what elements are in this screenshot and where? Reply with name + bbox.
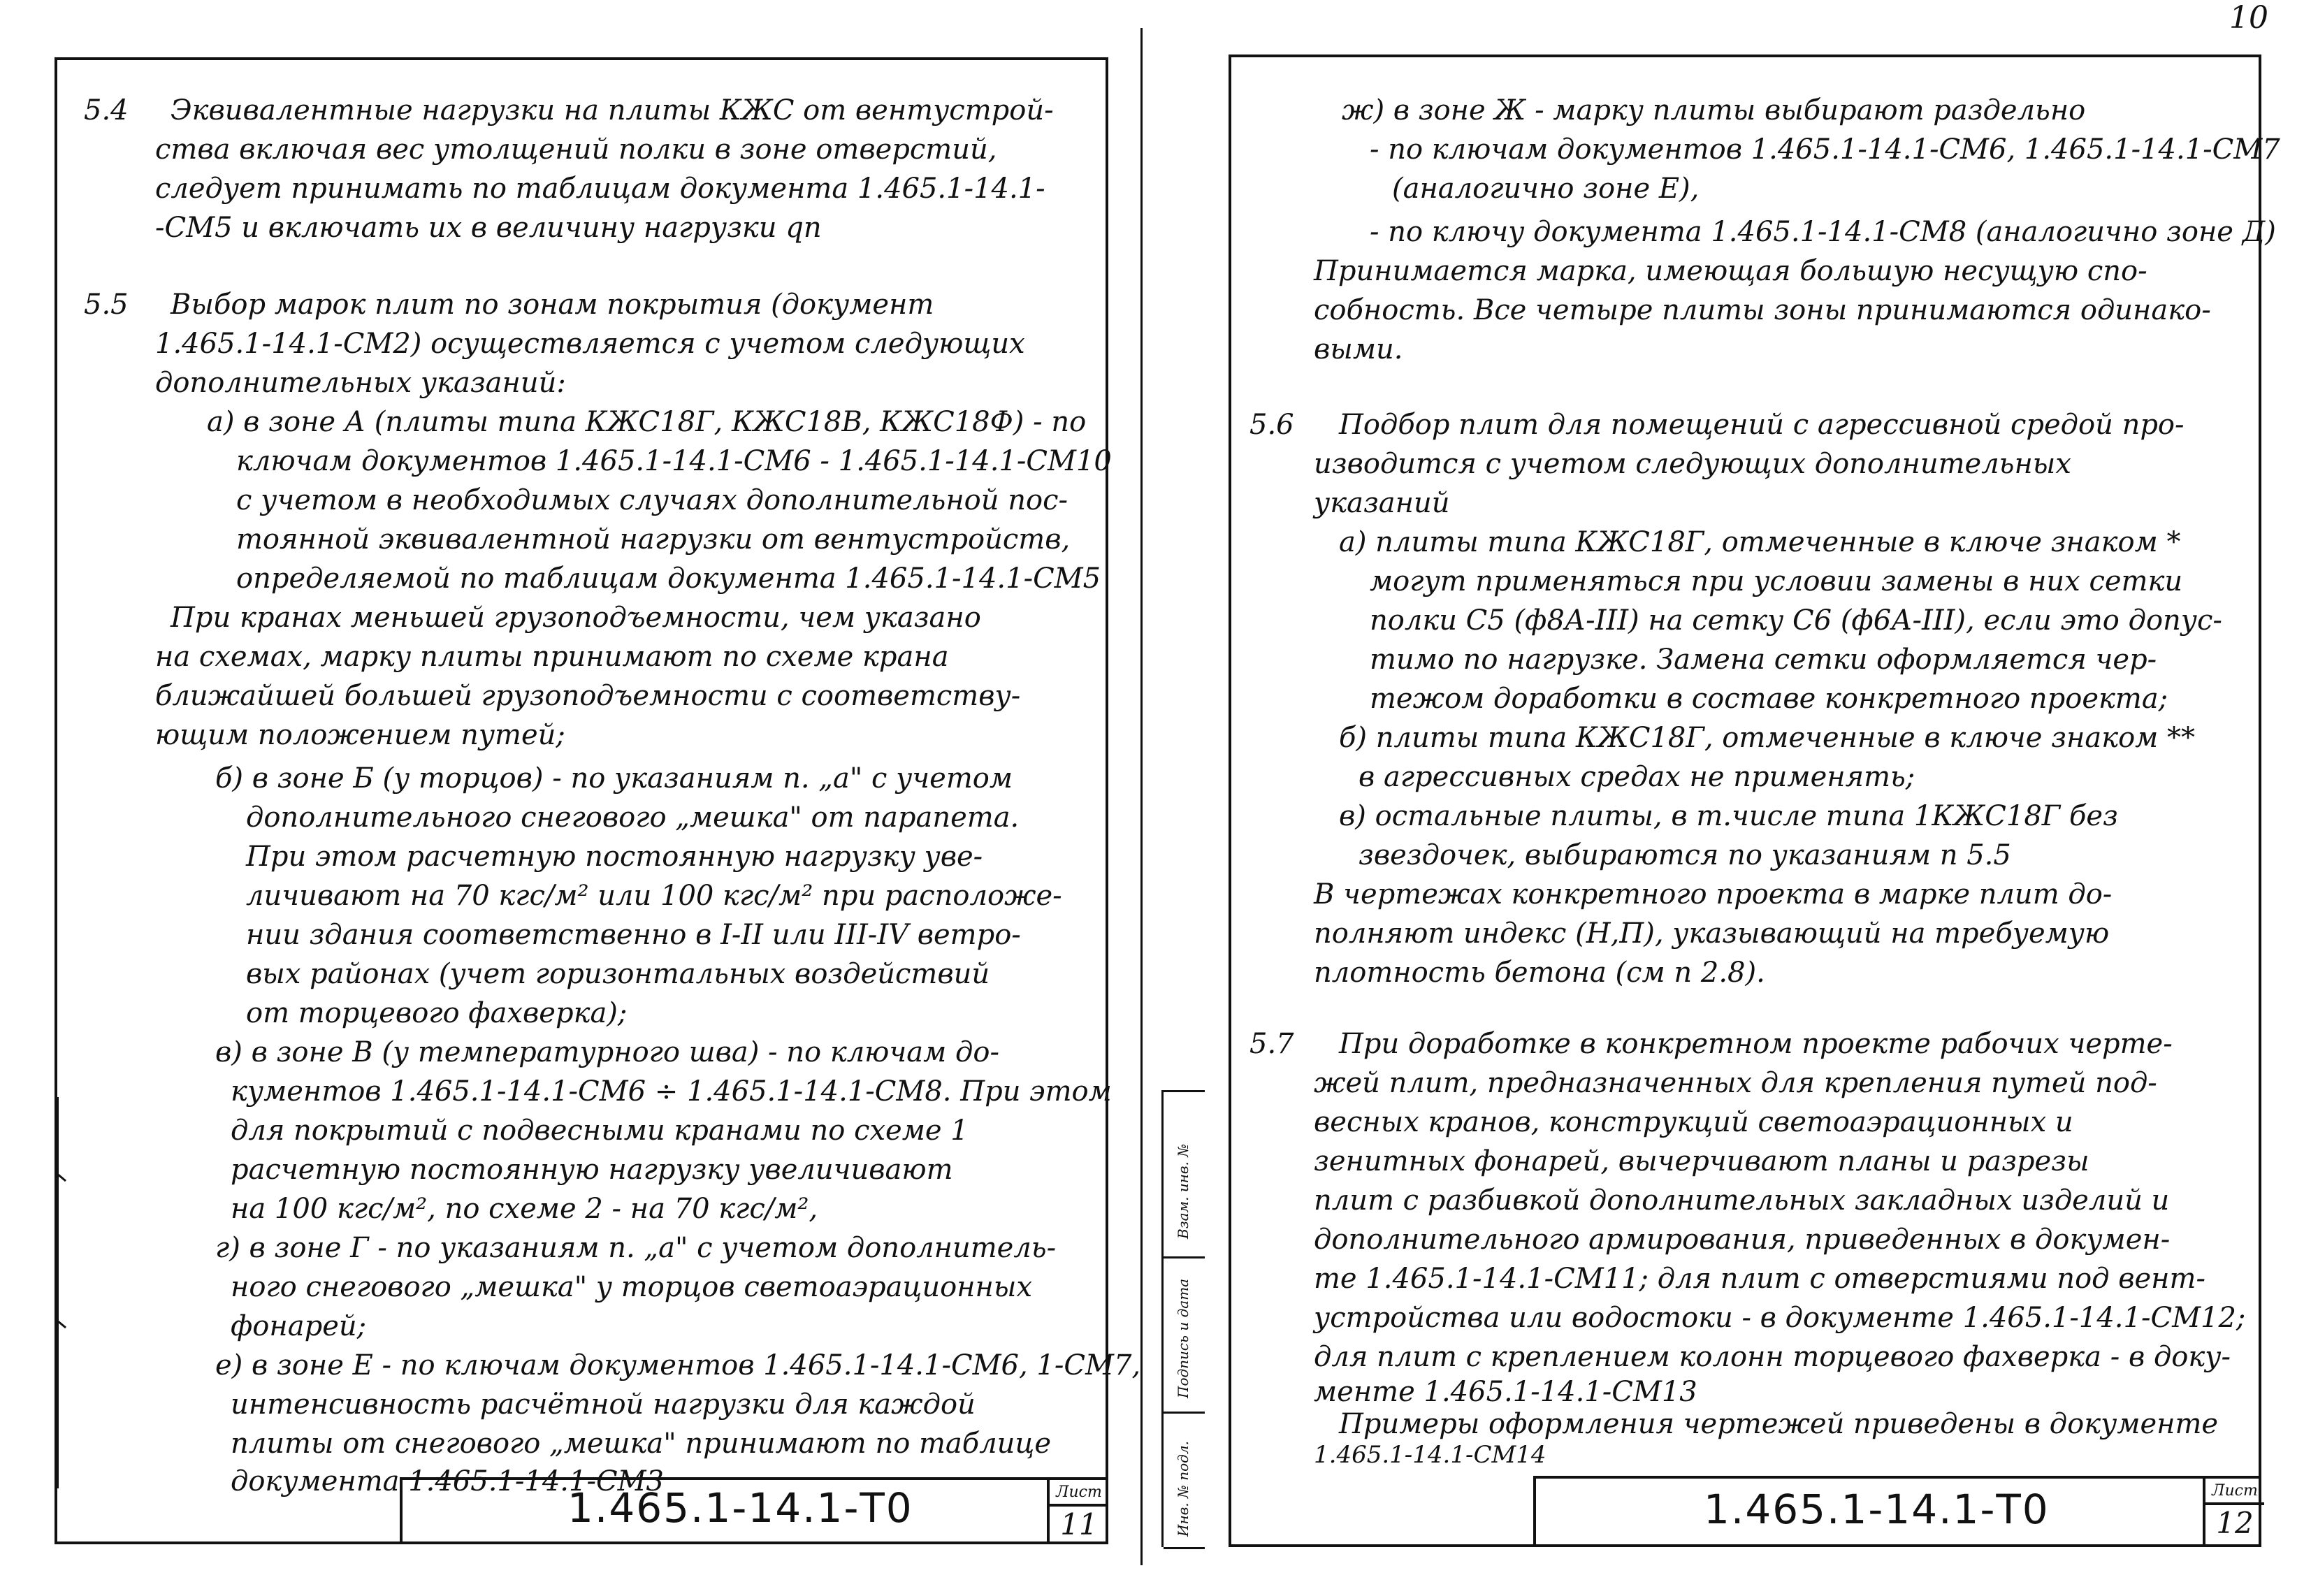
text-line: могут применяться при условии замены в них сетки	[1370, 565, 2183, 597]
text-line: ного снегового „мешка" у торцов светоаэрационных	[231, 1271, 1033, 1303]
text-line: ющим положением путей;	[155, 719, 565, 751]
right-title-block	[1533, 1476, 2261, 1547]
text-line: дополнительного армирования, приведенных в докумен-	[1314, 1224, 2171, 1256]
text-line: с учетом в необходимых случаях дополнительной пос-	[236, 484, 1068, 516]
text-line: а) плиты типа КЖС18Г, отмеченные в ключе знаком *	[1339, 526, 2181, 558]
text-line: При кранах меньшей грузоподъемности, чем указано	[171, 602, 981, 634]
text-line: в) в зоне В (у температурного шва) - по ключам до-	[215, 1036, 999, 1068]
text-line: следует принимать по таблицам документа 1.465.1-14.1-	[155, 173, 1045, 205]
text-line: Эквивалентные нагрузки на плиты КЖС от вентустрой-	[171, 94, 1054, 126]
text-line: полняют индекс (Н,П), указывающий на требуемую	[1314, 917, 2110, 950]
text-line: полки С5 (ф8А-III) на сетку С6 (ф6А-III), если это допус-	[1370, 604, 2222, 637]
text-line: документа 1.465.1-14.1-СМ3	[231, 1465, 664, 1497]
text-line: Выбор марок плит по зонам покрытия (документ	[171, 289, 934, 321]
text-line: а) в зоне А (плиты типа КЖС18Г, КЖС18В, КЖС18Ф) - по	[207, 406, 1087, 438]
right-sheet-label: Лист	[2205, 1479, 2264, 1505]
corner-page-number: 10	[2229, 0, 2268, 36]
text-line: - по ключам документов 1.465.1-14.1-СМ6, 1.465.1-14.1-СМ7	[1370, 133, 2280, 166]
text-line: расчетную постоянную нагрузку увеличивают	[231, 1154, 953, 1186]
text-line: 1.465.1-14.1-СМ2) осуществляется с учетом следующих	[155, 328, 1025, 360]
stamp-cell-signature	[1164, 1258, 1205, 1414]
text-line: ключам документов 1.465.1-14.1-СМ6 - 1.465.1-14.1-СМ10	[236, 445, 1112, 477]
text-line: те 1.465.1-14.1-СМ11; для плит с отверстиями под вент-	[1314, 1263, 2205, 1295]
text-line: в агрессивных средах не применять;	[1359, 761, 1915, 793]
text-line: Примеры оформления чертежей приведены в документе	[1339, 1408, 2219, 1440]
text-line: личивают на 70 кгс/м² или 100 кгс/м² при расположе-	[246, 880, 1062, 912]
center-fold-line	[1140, 28, 1143, 1565]
text-line: кументов 1.465.1-14.1-СМ6 ÷ 1.465.1-14.1-СМ8. При этом	[231, 1075, 1112, 1108]
text-line: нии здания соответственно в I-II или III-IV ветро-	[246, 919, 1021, 951]
text-line: весных кранов, конструкций светоаэрационных и	[1314, 1106, 2073, 1138]
text-line: - по ключу документа 1.465.1-14.1-СМ8 (аналогично зоне Д)	[1370, 216, 2276, 248]
text-line: вых районах (учет горизонтальных воздействий	[246, 958, 990, 990]
stamp-cell-replacement	[1164, 1092, 1205, 1258]
text-line: выми.	[1314, 333, 1403, 365]
item-number-5-7: 5.7	[1249, 1028, 1294, 1060]
text-line: фонарей;	[231, 1310, 367, 1342]
text-line: б) плиты типа КЖС18Г, отмеченные в ключе знаком **	[1339, 722, 2196, 754]
text-line: тимо по нагрузке. Замена сетки оформляется чер-	[1370, 644, 2157, 676]
item-number-5-4: 5.4	[84, 94, 129, 126]
item-number-5-5: 5.5	[84, 289, 129, 321]
text-line: 1.465.1-14.1-СМ14	[1314, 1441, 1546, 1469]
text-line: ж) в зоне Ж - марку плиты выбирают раздельно	[1342, 94, 2086, 126]
text-line: -СМ5 и включать их в величину нагрузки qп	[155, 212, 822, 244]
text-line: плиты от снегового „мешка" принимают по таблице	[231, 1428, 1052, 1460]
text-line: В чертежах конкретного проекта в марке плит до-	[1314, 878, 2113, 911]
text-line: При этом расчетную постоянную нагрузку уве-	[246, 841, 983, 873]
text-line: жей плит, предназначенных для крепления путей под-	[1314, 1067, 2157, 1099]
text-line: плотность бетона (см п 2.8).	[1314, 957, 1765, 989]
item-number-5-6: 5.6	[1249, 409, 1294, 441]
text-line: устройства или водостоки - в документе 1.465.1-14.1-СМ12;	[1314, 1302, 2246, 1334]
text-line: тежом доработки в составе конкретного проекта;	[1370, 683, 2168, 715]
stamp-text: Подпись и дата	[1175, 1278, 1191, 1398]
text-line: б) в зоне Б (у торцов) - по указаниям п. „а" с учетом	[215, 762, 1013, 795]
text-line: интенсивность расчётной нагрузки для каждой	[231, 1388, 976, 1421]
text-line: в) остальные плиты, в т.числе типа 1КЖС18Г без	[1339, 800, 2118, 832]
text-line: для покрытий с подвесными кранами по схеме 1	[231, 1115, 969, 1147]
text-line: изводится с учетом следующих дополнительных	[1314, 448, 2071, 480]
text-line: (аналогично зоне Е),	[1392, 173, 1700, 205]
right-document-code: 1.465.1-14.1-Т0	[1704, 1486, 2050, 1533]
text-line: на 100 кгс/м², по схеме 2 - на 70 кгс/м²,	[231, 1193, 818, 1225]
text-line: дополнительных указаний:	[155, 367, 566, 399]
text-line: При доработке в конкретном проекте рабочих черте-	[1339, 1028, 2173, 1060]
text-line: ства включая вес утолщений полки в зоне отверстий,	[155, 133, 997, 166]
margin-stamp	[1161, 1090, 1205, 1547]
stamp-text: Инв. № подл.	[1175, 1441, 1191, 1537]
text-line: собность. Все четыре плиты зоны принимаются одинако-	[1314, 294, 2211, 326]
text-line: Подбор плит для помещений с агрессивной средой про-	[1339, 409, 2185, 441]
text-line: дополнительного снегового „мешка" от парапета.	[246, 801, 1020, 834]
left-sheet-number: 11	[1060, 1507, 1098, 1541]
left-document-code: 1.465.1-14.1-Т0	[567, 1484, 913, 1532]
text-line: плит с разбивкой дополнительных закладных изделий и	[1314, 1184, 2170, 1217]
left-sheet-box	[1047, 1480, 1108, 1541]
right-sheet-number: 12	[2216, 1506, 2254, 1540]
text-line: Принимается марка, имеющая большую несущую спо-	[1314, 255, 2147, 287]
right-sheet-box	[2203, 1479, 2264, 1544]
text-line: определяемой по таблицам документа 1.465.1-14.1-СМ5	[236, 563, 1101, 595]
text-line: звездочек, выбираются по указаниям п 5.5	[1359, 839, 2011, 871]
text-line: тоянной эквивалентной нагрузки от вентустройств,	[236, 523, 1071, 556]
text-line: на схемах, марку плиты принимают по схеме крана	[155, 641, 949, 673]
text-line: менте 1.465.1-14.1-СМ13	[1314, 1376, 1697, 1408]
text-line: указаний	[1314, 487, 1450, 519]
text-line: зенитных фонарей, вычерчивают планы и разрезы	[1314, 1145, 2089, 1177]
stamp-cell-inventory	[1164, 1414, 1205, 1549]
left-title-block	[400, 1477, 1108, 1544]
text-line: е) в зоне Е - по ключам документов 1.465.1-14.1-СМ6, 1-СМ7,	[215, 1349, 1141, 1381]
left-sheet-label: Лист	[1050, 1480, 1108, 1507]
text-line: ближайшей большей грузоподъемности с соответству-	[155, 680, 1021, 712]
text-line: г) в зоне Г - по указаниям п. „а" с учетом дополнитель-	[215, 1232, 1057, 1264]
text-line: от торцевого фахверка);	[246, 997, 628, 1029]
text-line: для плит с креплением колонн торцевого фахверка - в доку-	[1314, 1341, 2231, 1373]
left-margin-bracket	[55, 1097, 67, 1488]
stamp-text: Взам. инв. №	[1175, 1143, 1191, 1239]
